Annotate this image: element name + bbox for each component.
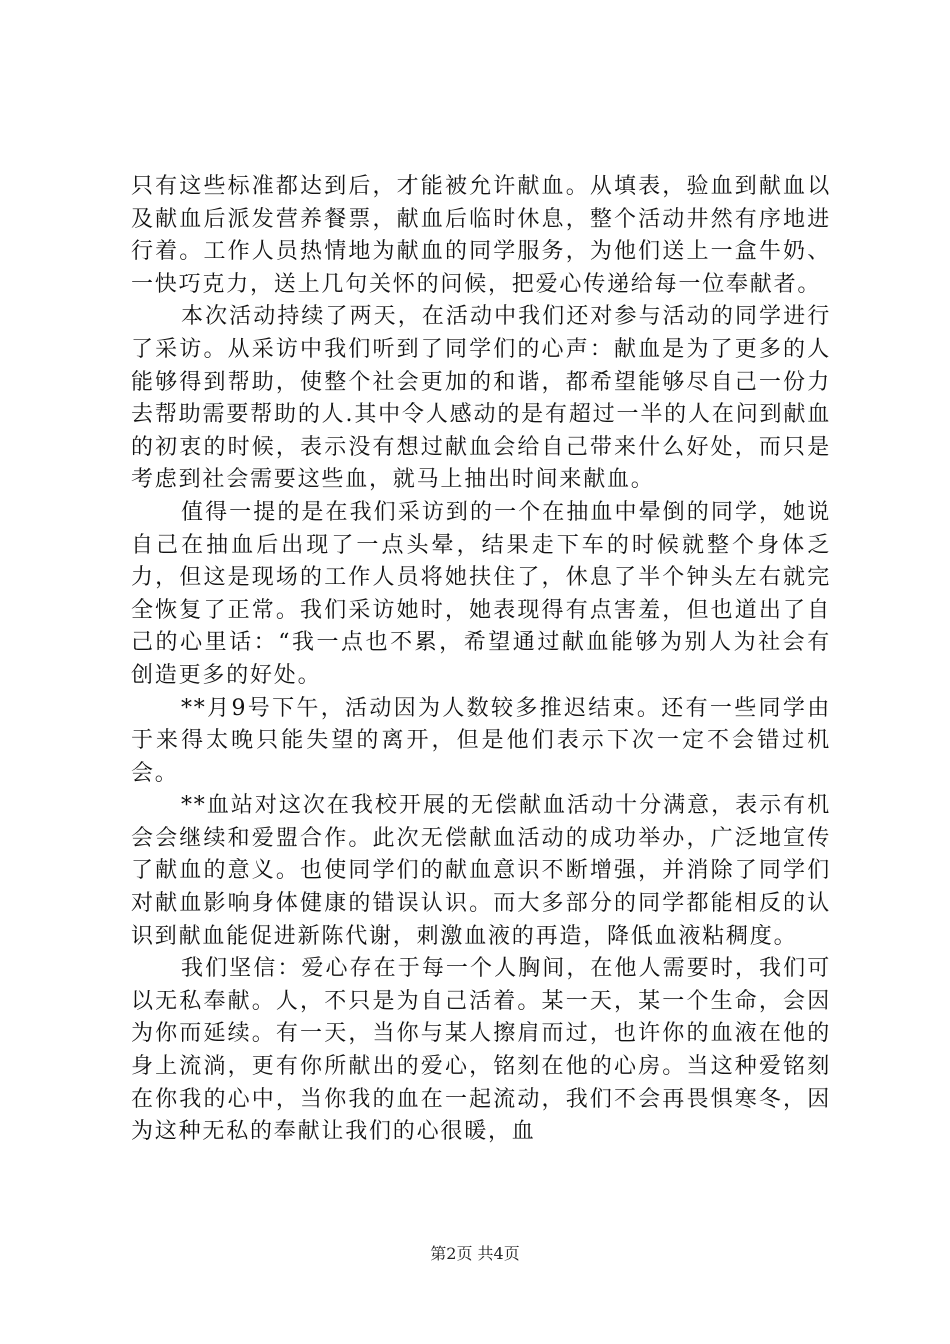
- paragraph-2: 本次活动持续了两天，在活动中我们还对参与活动的同学进行了采访。从采访中我们听到了同学们的心声：献血是为了更多的人能够得到帮助，使整个社会更加的和谐，都希望能够尽自己一份力去帮助需要帮助的人.其中令人感动的是有超过一半的人在问到献血的初衷的时候，表示没有想过献血会给自己带来什么好处，而只是考虑到社会需要这些血，就马上抽出时间来献血。: [131, 304, 831, 493]
- paragraph-1: 只有这些标准都达到后，才能被允许献血。从填表，验血到献血以及献血后派发营养餐票，献血后临时休息，整个活动井然有序地进行着。工作人员热情地为献血的同学服务，为他们送上一盒牛奶、一快巧克力，送上几句关怀的问候，把爱心传递给每一位奉献者。: [131, 174, 831, 297]
- paragraph-3: 值得一提的是在我们采访到的一个在抽血中晕倒的同学，她说自己在抽血后出现了一点头晕，结果走下车的时候就整个身体乏力，但这是现场的工作人员将她扶住了，休息了半个钟头左右就完全恢复了正常。我们采访她时，她表现得有点害羞，但也道出了自己的心里话：“我一点也不累，希望通过献血能够为别人为社会有创造更多的好处。: [131, 499, 831, 688]
- paragraph-4: **月9号下午，活动因为人数较多推迟结束。还有一些同学由于来得太晚只能失望的离开，但是他们表示下次一定不会错过机会。: [131, 695, 831, 786]
- page-number-footer: 第2页 共4页: [430, 1244, 520, 1263]
- body-text: [131, 171, 831, 1149]
- paragraph-6: 我们坚信：爱心存在于每一个人胸间，在他人需要时，我们可以无私奉献。人，不只是为自己活着。某一天，某一个生命，会因为你而延续。有一天，当你与某人擦肩而过，也许你的血液在他的身上流淌，更有你所献出的爱心，铭刻在他的心房。当这种爱铭刻在你我的心中，当你我的血在一起流动，我们不会再畏惧寒冬，因为这种无私的奉献让我们的心很暖，血: [131, 956, 831, 1145]
- paragraph-5: **血站对这次在我校开展的无偿献血活动十分满意，表示有机会会继续和爱盟合作。此次无偿献血活动的成功举办，广泛地宣传了献血的意义。也使同学们的献血意识不断增强，并消除了同学们对献血影响身体健康的错误认识。而大多部分的同学都能相反的认识到献血能促进新陈代谢，刺激血液的再造，降低血液粘稠度。: [131, 793, 831, 949]
